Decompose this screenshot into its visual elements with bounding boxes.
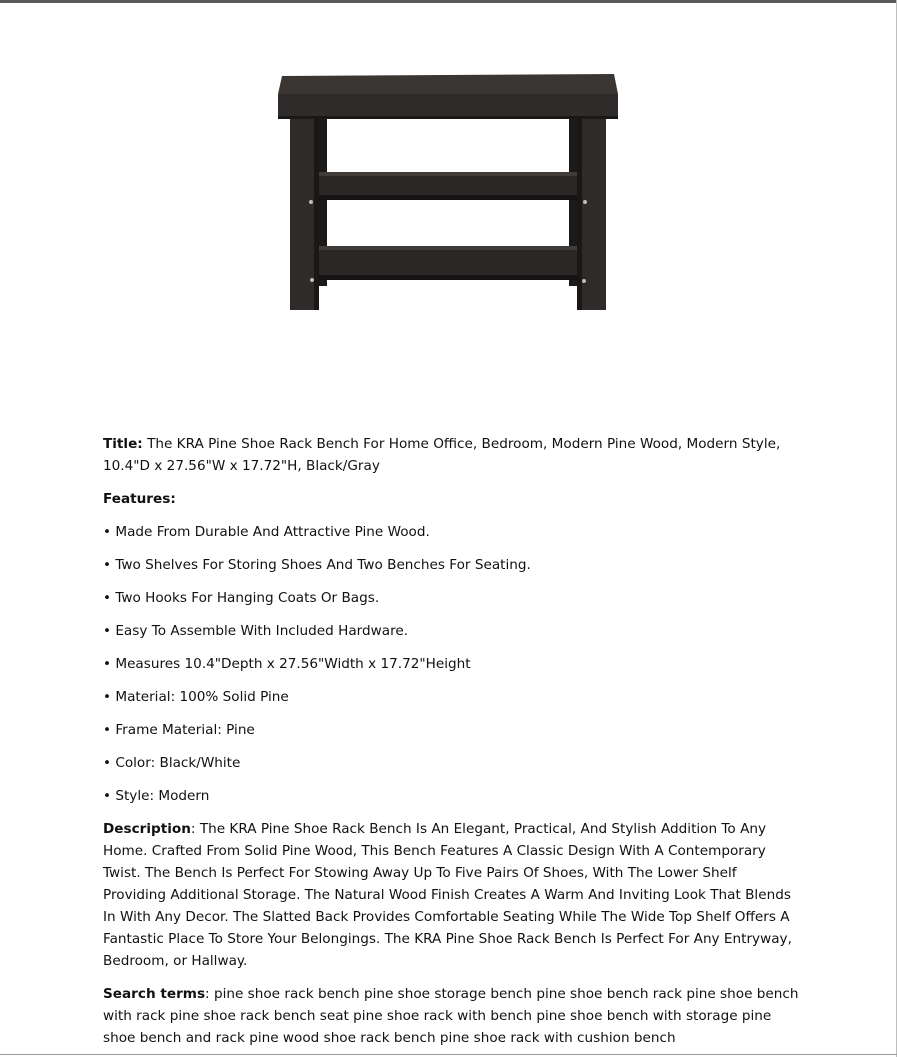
feature-item: • Color: Black/White	[103, 755, 241, 771]
feature-item: • Two Shelves For Storing Shoes And Two Benches For Seating.	[103, 557, 531, 573]
feature-item: • Made From Durable And Attractive Pine Wood.	[103, 524, 430, 540]
feature-item: • Two Hooks For Hanging Coats Or Bags.	[103, 590, 380, 606]
title-label: Title:	[103, 436, 143, 452]
feature-item: • Frame Material: Pine	[103, 722, 255, 738]
feature-item: • Material: 100% Solid Pine	[103, 689, 289, 705]
feature-item: • Measures 10.4"Depth x 27.56"Width x 17.72"Height	[103, 656, 471, 672]
feature-item: • Style: Modern	[103, 788, 210, 804]
product-image	[276, 72, 620, 312]
title-text: The KRA Pine Shoe Rack Bench For Home Office, Bedroom, Modern Pine Wood, Modern Style, 10.4"D x 27.56"W x 17.72"H, Black/Gray	[103, 436, 781, 474]
features-heading	[103, 488, 803, 510]
search-terms-paragraph	[103, 983, 803, 1049]
feature-item: • Easy To Assemble With Included Hardware.	[103, 623, 409, 639]
search-terms-label: Search terms	[103, 986, 206, 1002]
description-paragraph	[103, 818, 803, 972]
description-text: : The KRA Pine Shoe Rack Bench Is An Elegant, Practical, And Stylish Addition To Any Home. Crafted From Solid Pine Wood, This Bench Features A Classic Design With A Contemporary Twist. The Bench Is Perfect For Stowing Away Up To Five Pairs Of Shoes, With The Lower Shelf Providing Additional Storage. The Natural Wood Finish Creates A Warm And Inviting Look That Blends In With Any Decor. The Slatted Back Provides Comfortable Seating While The Wide Top Shelf Offers A Fantastic Place To Store Your Belongings. The KRA Pine Shoe Rack Bench Is Perfect For Any Entryway, Bedroom, or Hallway.	[103, 821, 792, 969]
product-listing	[103, 433, 803, 1060]
top-border	[0, 0, 897, 3]
description-label: Description	[103, 821, 191, 837]
search-terms-text: : pine shoe rack bench pine shoe storage bench pine shoe bench rack pine shoe bench with rack pine shoe rack bench seat pine shoe rack with bench pine shoe bench with storage pine shoe bench and rack pine wood shoe rack bench pine shoe rack with cushion bench	[103, 986, 799, 1046]
title-paragraph	[103, 433, 803, 477]
features-label: Features:	[103, 491, 176, 507]
